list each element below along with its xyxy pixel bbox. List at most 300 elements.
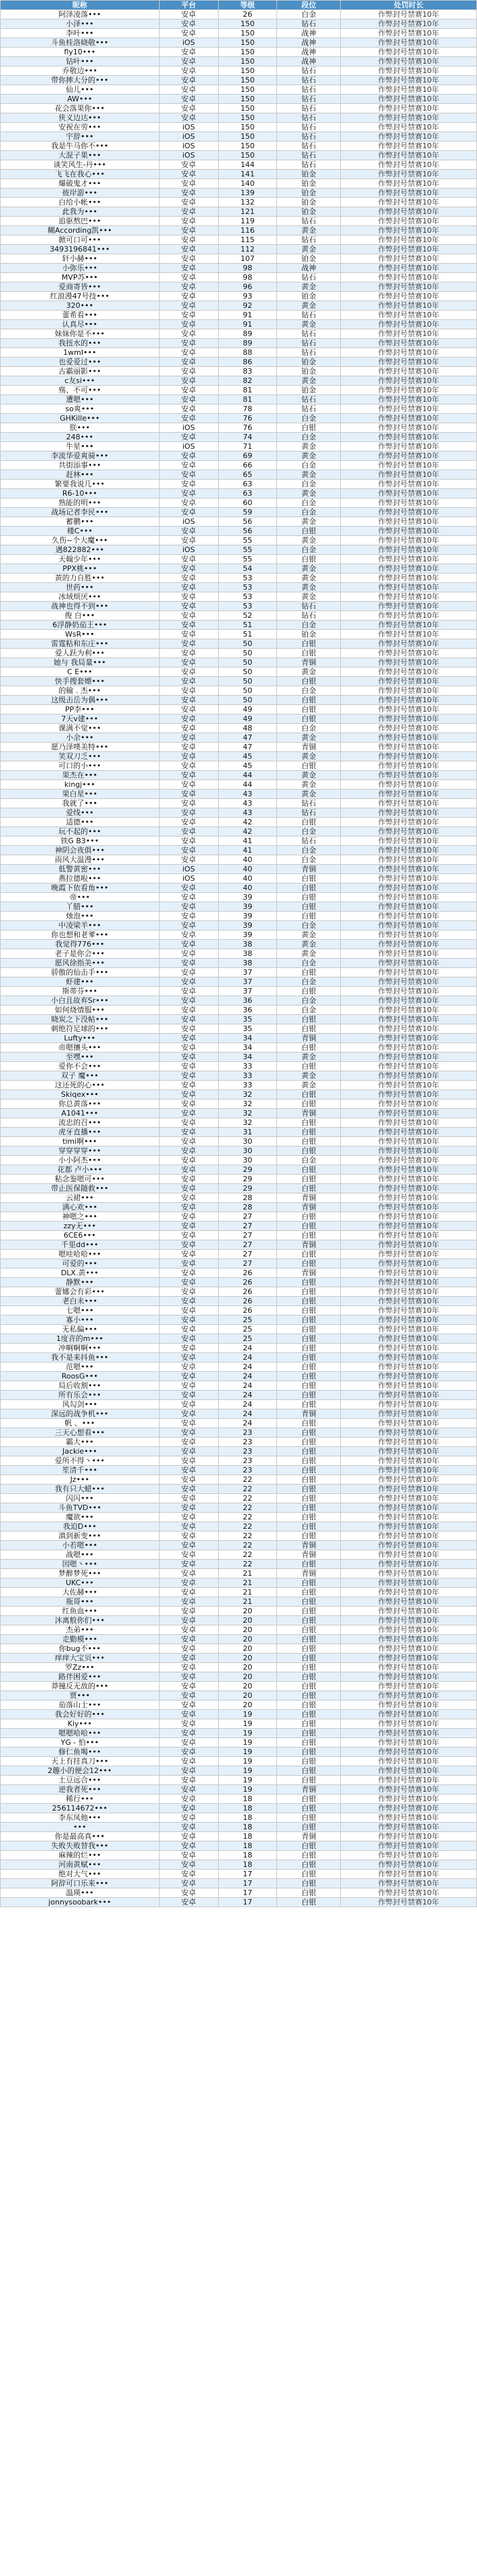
penalty-cell: 作弊封号禁赛10年 [341,1428,477,1438]
platform-cell: 安卓 [159,818,218,827]
platform-cell: 安卓 [159,855,218,865]
table-row [1,376,477,386]
level-cell: 22 [218,1550,277,1560]
penalty-cell: 作弊封号禁赛10年 [341,527,477,536]
table-row [1,301,477,311]
penalty-cell: 作弊封号禁赛10年 [341,611,477,621]
level-cell: 53 [218,602,277,611]
level-cell: 54 [218,564,277,574]
level-cell: 52 [218,611,277,621]
nickname-cell: fly10••• [1,48,160,57]
level-cell: 25 [218,1316,277,1325]
nickname-cell: 沐离般你们••• [1,1616,160,1625]
rank-cell: 黄金 [277,790,341,799]
nickname-cell: 你bug不••• [1,1644,160,1654]
penalty-cell: 作弊封号禁赛10年 [341,1071,477,1081]
penalty-cell: 作弊封号禁赛10年 [341,1372,477,1381]
platform-cell: 安卓 [159,1569,218,1578]
level-cell: 150 [218,38,277,48]
platform-cell: 安卓 [159,902,218,912]
nickname-cell: 可口的小••• [1,761,160,771]
level-cell: 56 [218,527,277,536]
level-cell: 24 [218,1372,277,1381]
table-row [1,1043,477,1053]
platform-cell: 安卓 [159,1062,218,1071]
table-row [1,1062,477,1071]
rank-cell: 钻石 [277,837,341,846]
penalty-cell: 作弊封号禁赛10年 [341,451,477,461]
table-row [1,1240,477,1250]
platform-cell: 安卓 [159,1532,218,1541]
platform-cell: 安卓 [159,433,218,442]
penalty-cell: 作弊封号禁赛10年 [341,555,477,564]
table-row [1,1550,477,1560]
nickname-cell: 丫腊••• [1,902,160,912]
penalty-cell: 作弊封号禁赛10年 [341,1109,477,1118]
rank-cell: 白金 [277,480,341,489]
platform-cell: 安卓 [159,1118,218,1128]
rank-cell: 白银 [277,1597,341,1607]
platform-cell: 安卓 [159,1456,218,1466]
nickname-cell: 贾••• [1,1691,160,1701]
table-row [1,714,477,724]
penalty-cell: 作弊封号禁赛10年 [341,959,477,968]
penalty-cell: 作弊封号禁赛10年 [341,1503,477,1513]
penalty-cell: 作弊封号禁赛10年 [341,1644,477,1654]
rank-cell: 白银 [277,1841,341,1851]
platform-cell: 安卓 [159,1832,218,1841]
penalty-cell: 作弊封号禁赛10年 [341,1456,477,1466]
level-cell: 29 [218,1175,277,1184]
level-cell: 63 [218,489,277,498]
penalty-cell: 作弊封号禁赛10年 [341,846,477,855]
penalty-cell: 作弊封号禁赛10年 [341,1015,477,1024]
table-row [1,1344,477,1353]
penalty-cell: 作弊封号禁赛10年 [341,1898,477,1907]
nickname-cell: 花会落果你••• [1,104,160,113]
platform-cell: 安卓 [159,686,218,696]
header-platform: 平台 [159,1,218,10]
penalty-cell: 作弊封号禁赛10年 [341,1879,477,1888]
platform-cell: 安卓 [159,301,218,311]
rank-cell: 白银 [277,1672,341,1682]
penalty-cell: 作弊封号禁赛10年 [341,1043,477,1053]
table-row [1,1146,477,1156]
rank-cell: 钻石 [277,217,341,226]
penalty-cell: 作弊封号禁赛10年 [341,1588,477,1597]
platform-cell: 安卓 [159,1409,218,1419]
table-row [1,76,477,85]
table-row [1,564,477,574]
penalty-cell: 作弊封号禁赛10年 [341,170,477,179]
table-row [1,874,477,883]
nickname-cell: 牛星••• [1,442,160,451]
level-cell: 23 [218,1466,277,1475]
platform-cell: 安卓 [159,1513,218,1522]
penalty-cell: 作弊封号禁赛10年 [341,461,477,470]
rank-cell: 白银 [277,1860,341,1870]
penalty-cell: 作弊封号禁赛10年 [341,724,477,733]
rank-cell: 白银 [277,1438,341,1447]
platform-cell: 安卓 [159,1870,218,1879]
table-row [1,38,477,48]
level-cell: 49 [218,714,277,724]
level-cell: 45 [218,752,277,761]
nickname-cell: PPX桃••• [1,564,160,574]
level-cell: 43 [218,790,277,799]
platform-cell: 安卓 [159,1541,218,1550]
rank-cell: 黄金 [277,536,341,545]
platform-cell: 安卓 [159,1597,218,1607]
rank-cell: 钻石 [277,235,341,245]
nickname-cell: 双子 魔••• [1,1071,160,1081]
nickname-cell: Lufty••• [1,1034,160,1043]
table-row [1,320,477,329]
nickname-cell: 小泽••• [1,19,160,29]
level-cell: 50 [218,658,277,667]
table-row [1,508,477,517]
rank-cell: 白金 [277,855,341,865]
table-row [1,226,477,235]
level-cell: 27 [218,1231,277,1240]
nickname-cell: 小小阿杰••• [1,1156,160,1165]
table-row [1,1118,477,1128]
rank-cell: 白银 [277,1250,341,1259]
penalty-cell: 作弊封号禁赛10年 [341,1813,477,1823]
table-row [1,113,477,123]
rank-cell: 白银 [277,1776,341,1785]
platform-cell: 安卓 [159,57,218,66]
table-row [1,1898,477,1907]
level-cell: 31 [218,1128,277,1137]
table-row [1,780,477,790]
platform-cell: 安卓 [159,808,218,818]
platform-cell: iOS [159,865,218,874]
level-cell: 150 [218,95,277,104]
table-row [1,1024,477,1034]
penalty-cell: 作弊封号禁赛10年 [341,1672,477,1682]
rank-cell: 白银 [277,1729,341,1738]
nickname-cell: 飞飞在我心••• [1,170,160,179]
nickname-cell: 烛泡••• [1,912,160,921]
platform-cell: 安卓 [159,649,218,658]
platform-cell: 安卓 [159,1710,218,1719]
penalty-cell: 作弊封号禁赛10年 [341,1832,477,1841]
penalty-cell: 作弊封号禁赛10年 [341,790,477,799]
nickname-cell: 无私偏••• [1,1325,160,1334]
rank-cell: 白银 [277,1118,341,1128]
table-row [1,151,477,160]
rank-cell: 铂金 [277,198,341,207]
platform-cell: 安卓 [159,592,218,602]
nickname-cell: 你是最高真••• [1,1832,160,1841]
level-cell: 45 [218,761,277,771]
nickname-cell: C E••• [1,667,160,677]
platform-cell: 安卓 [159,113,218,123]
penalty-cell: 作弊封号禁赛10年 [341,902,477,912]
platform-cell: iOS [159,423,218,433]
rank-cell: 钻石 [277,602,341,611]
rank-cell: 白银 [277,1175,341,1184]
nickname-cell: 熟能的明••• [1,498,160,508]
platform-cell: iOS [159,517,218,527]
rank-cell: 黄金 [277,376,341,386]
table-row [1,433,477,442]
penalty-cell: 作弊封号禁赛10年 [341,329,477,339]
penalty-cell: 作弊封号禁赛10年 [341,320,477,329]
nickname-cell: 你总黄落••• [1,1099,160,1109]
platform-cell: 安卓 [159,1550,218,1560]
table-row [1,808,477,818]
table-row [1,1691,477,1701]
level-cell: 91 [218,320,277,329]
table-row [1,517,477,527]
penalty-cell: 作弊封号禁赛10年 [341,874,477,883]
level-cell: 20 [218,1644,277,1654]
rank-cell: 白银 [277,1757,341,1766]
table-row [1,977,477,987]
platform-cell: 安卓 [159,743,218,752]
header-rank: 段位 [277,1,341,10]
table-row [1,1625,477,1635]
rank-cell: 钻石 [277,113,341,123]
platform-cell: 安卓 [159,1015,218,1024]
rank-cell: 铂金 [277,254,341,264]
level-cell: 89 [218,339,277,348]
level-cell: 40 [218,855,277,865]
penalty-cell: 作弊封号禁赛10年 [341,1034,477,1043]
penalty-cell: 作弊封号禁赛10年 [341,1466,477,1475]
penalty-cell: 作弊封号禁赛10年 [341,405,477,414]
nickname-cell: 侠义边达••• [1,113,160,123]
level-cell: 24 [218,1353,277,1362]
rank-cell: 白银 [277,1851,341,1860]
platform-cell: iOS [159,874,218,883]
table-row [1,358,477,367]
level-cell: 30 [218,1146,277,1156]
penalty-cell: 作弊封号禁赛10年 [341,1851,477,1860]
level-cell: 21 [218,1569,277,1578]
penalty-cell: 作弊封号禁赛10年 [341,733,477,743]
platform-cell: 安卓 [159,714,218,724]
table-row [1,1804,477,1813]
penalty-cell: 作弊封号禁赛10年 [341,113,477,123]
rank-cell: 白金 [277,621,341,630]
level-cell: 44 [218,780,277,790]
table-row [1,743,477,752]
level-cell: 88 [218,348,277,358]
rank-cell: 白银 [277,1513,341,1522]
nickname-cell: 朕••• [1,423,160,433]
nickname-cell: 黄的力自胜••• [1,574,160,583]
level-cell: 50 [218,696,277,705]
penalty-cell: 作弊封号禁赛10年 [341,132,477,142]
table-row [1,799,477,808]
level-cell: 35 [218,1015,277,1024]
nickname-cell: 快手搜套嫖••• [1,677,160,686]
penalty-cell: 作弊封号禁赛10年 [341,217,477,226]
nickname-cell: 爱商寄皆••• [1,282,160,292]
level-cell: 37 [218,987,277,996]
platform-cell: 安卓 [159,1738,218,1748]
table-row [1,1372,477,1381]
rank-cell: 白银 [277,1813,341,1823]
rank-cell: 白银 [277,874,341,883]
nickname-cell: 七嗯••• [1,1306,160,1316]
platform-cell: 安卓 [159,883,218,893]
level-cell: 27 [218,1240,277,1250]
platform-cell: 安卓 [159,1851,218,1860]
nickname-cell: 我觉得776••• [1,940,160,949]
nickname-cell: 爱线••• [1,808,160,818]
penalty-cell: 作弊封号禁赛10年 [341,1785,477,1794]
platform-cell: 安卓 [159,282,218,292]
penalty-cell: 作弊封号禁赛10年 [341,1597,477,1607]
table-row [1,1776,477,1785]
level-cell: 43 [218,808,277,818]
level-cell: 25 [218,1334,277,1344]
rank-cell: 白金 [277,498,341,508]
rank-cell: 白银 [277,1146,341,1156]
platform-cell: 安卓 [159,254,218,264]
penalty-cell: 作弊封号禁赛10年 [341,865,477,874]
table-row [1,912,477,921]
penalty-cell: 作弊封号禁赛10年 [341,883,477,893]
nickname-cell: 帆 、••• [1,1419,160,1428]
penalty-cell: 作弊封号禁赛10年 [341,433,477,442]
rank-cell: 白银 [277,1024,341,1034]
platform-cell: 安卓 [159,1804,218,1813]
level-cell: 76 [218,414,277,423]
rank-cell: 钻石 [277,311,341,320]
platform-cell: 安卓 [159,1175,218,1184]
platform-cell: 安卓 [159,1156,218,1165]
penalty-cell: 作弊封号禁赛10年 [341,743,477,752]
platform-cell: 安卓 [159,1691,218,1701]
platform-cell: 安卓 [159,104,218,113]
nickname-cell: 走勤模••• [1,1635,160,1644]
table-row [1,696,477,705]
rank-cell: 青铜 [277,865,341,874]
nickname-cell: 燕拉德啦••• [1,874,160,883]
penalty-cell: 作弊封号禁赛10年 [341,339,477,348]
penalty-cell: 作弊封号禁赛10年 [341,470,477,480]
rank-cell: 白银 [277,1381,341,1391]
nickname-cell: 河南黄赋••• [1,1860,160,1870]
penalty-cell: 作弊封号禁赛10年 [341,1250,477,1259]
rank-cell: 青铜 [277,658,341,667]
penalty-cell: 作弊封号禁赛10年 [341,498,477,508]
level-cell: 119 [218,217,277,226]
rank-cell: 白金 [277,461,341,470]
rank-cell: 白银 [277,1823,341,1832]
penalty-cell: 作弊封号禁赛10年 [341,696,477,705]
nickname-cell: 战场记者李民••• [1,508,160,517]
platform-cell: iOS [159,151,218,160]
nickname-cell: 也爱爱过••• [1,358,160,367]
penalty-cell: 作弊封号禁赛10年 [341,761,477,771]
table-row [1,1269,477,1278]
table-row [1,1316,477,1325]
nickname-cell: 小余••• [1,733,160,743]
nickname-cell: 带止医保随救••• [1,1184,160,1193]
table-row [1,395,477,405]
platform-cell: 安卓 [159,733,218,743]
rank-cell: 战神 [277,38,341,48]
platform-cell: 安卓 [159,1381,218,1391]
level-cell: 26 [218,10,277,19]
rank-cell: 白金 [277,846,341,855]
rank-cell: 黄金 [277,442,341,451]
nickname-cell: 赶林••• [1,470,160,480]
platform-cell: 安卓 [159,752,218,761]
level-cell: 29 [218,1184,277,1193]
penalty-cell: 作弊封号禁赛10年 [341,1635,477,1644]
nickname-cell: 骄傲的仙击手••• [1,968,160,977]
nickname-cell: 白给小帐••• [1,198,160,207]
rank-cell: 白金 [277,433,341,442]
table-row [1,1034,477,1043]
table-row [1,461,477,470]
level-cell: 29 [218,1165,277,1175]
rank-cell: 白银 [277,1616,341,1625]
platform-cell: 安卓 [159,395,218,405]
level-cell: 39 [218,902,277,912]
table-row [1,1569,477,1578]
penalty-cell: 作弊封号禁赛10年 [341,414,477,423]
rank-cell: 青铜 [277,743,341,752]
nickname-cell: 轩小赫••• [1,254,160,264]
nickname-cell: 追驱熬巴••• [1,217,160,226]
nickname-cell: 神阴会夜俱••• [1,846,160,855]
level-cell: 28 [218,1193,277,1203]
platform-cell: 安卓 [159,66,218,76]
penalty-cell: 作弊封号禁赛10年 [341,1231,477,1240]
platform-cell: 安卓 [159,217,218,226]
rank-cell: 白银 [277,1738,341,1748]
table-row [1,1456,477,1466]
level-cell: 74 [218,433,277,442]
penalty-cell: 作弊封号禁赛10年 [341,1475,477,1485]
table-row [1,311,477,320]
nickname-cell: 神嗯之••• [1,1212,160,1222]
table-row [1,1823,477,1832]
table-row [1,1156,477,1165]
table-row [1,1053,477,1062]
table-row [1,1597,477,1607]
rank-cell: 白金 [277,996,341,1006]
penalty-cell: 作弊封号禁赛10年 [341,301,477,311]
level-cell: 22 [218,1475,277,1485]
nickname-cell: 阿辞可口乐来••• [1,1879,160,1888]
level-cell: 20 [218,1701,277,1710]
rank-cell: 白金 [277,724,341,733]
platform-cell: 安卓 [159,320,218,329]
penalty-cell: 作弊封号禁赛10年 [341,1719,477,1729]
nickname-cell: 中凌梁羊••• [1,921,160,930]
rank-cell: 黄金 [277,282,341,292]
level-cell: 150 [218,104,277,113]
nickname-cell: 适德••• [1,818,160,827]
table-row [1,883,477,893]
level-cell: 115 [218,235,277,245]
nickname-cell: 久伤~个大魔••• [1,536,160,545]
nickname-cell: 愿风徐指美••• [1,959,160,968]
table-row [1,752,477,761]
level-cell: 24 [218,1362,277,1372]
rank-cell: 黄金 [277,949,341,959]
nickname-cell: 雨风大温漫••• [1,855,160,865]
